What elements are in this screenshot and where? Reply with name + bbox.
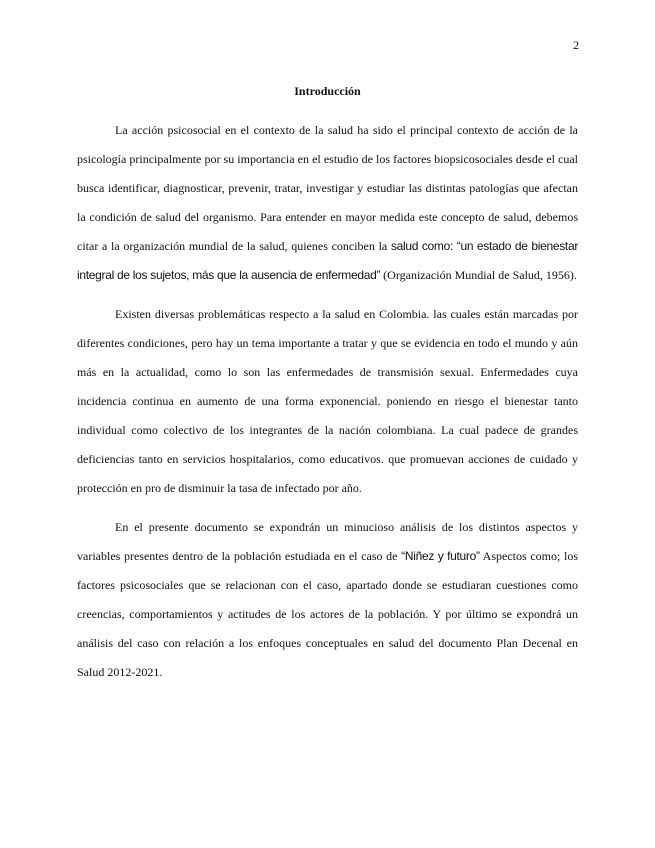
paragraph-3-text-end: Aspectos como; los factores psicosociales que se relacionan con el caso, apartado donde se estudiaran cuestiones como creencias, comportamientos y actitudes de los actores de la población. Y por último se expondrá un análisis del caso con relación a los enfoques conceptuales en salud del documento Plan Decenal en Salud 2012-2021. (77, 549, 578, 679)
page-number: 2 (573, 38, 579, 52)
paragraph-1 (77, 116, 578, 290)
paragraph-3 (77, 513, 578, 687)
document-body (77, 116, 578, 687)
section-title: Introducción (294, 84, 361, 98)
paragraph-2: Existen diversas problemáticas respecto a la salud en Colombia. las cuales están marcadas por diferentes condiciones, pero hay un tema importante a tratar y que se evidencia en todo el mundo y aún más en la actualidad, como lo son las enfermedades de transmisión sexual. Enfermedades cuya incidencia continua en aumento de una forma exponencial. poniendo en riesgo el bienestar tanto individual como colectivo de los integrantes de la nación colombiana. La cual padece de grandes deficiencias tanto en servicios hospitalarios, como educativos. que promuevan acciones de cuidado y protección en pro de disminuir la tasa de infectado por año. (77, 307, 578, 495)
paragraph-1-text: La acción psicosocial en el contexto de la salud ha sido el principal contexto de acción de la psicología principalmente por su importancia en el estudio de los factores biopsicosociales desde el cual busca identificar, diagnosticar, prevenir, tratar, investigar y estudiar las distintas patologías que afectan la condición de salud del organismo. Para entender en mayor medida este concepto de salud, debemos citar a la organización mundial de la salud, quienes conciben la (77, 123, 578, 253)
paragraph-1-citation: (Organización Mundial de Salud, 1956). (380, 268, 577, 282)
paragraph-3-quote: “Niñez y futuro” (401, 549, 480, 563)
paragraph-3-text: En el presente documento se expondrán un minucioso análisis de los distintos aspectos y variables presentes dentro de la población estudiada en el caso de (77, 520, 578, 563)
paragraph-1-quote: salud como: “un estado de bienestar integral de los sujetos, más que la ausencia de enfermedad” (77, 239, 579, 282)
